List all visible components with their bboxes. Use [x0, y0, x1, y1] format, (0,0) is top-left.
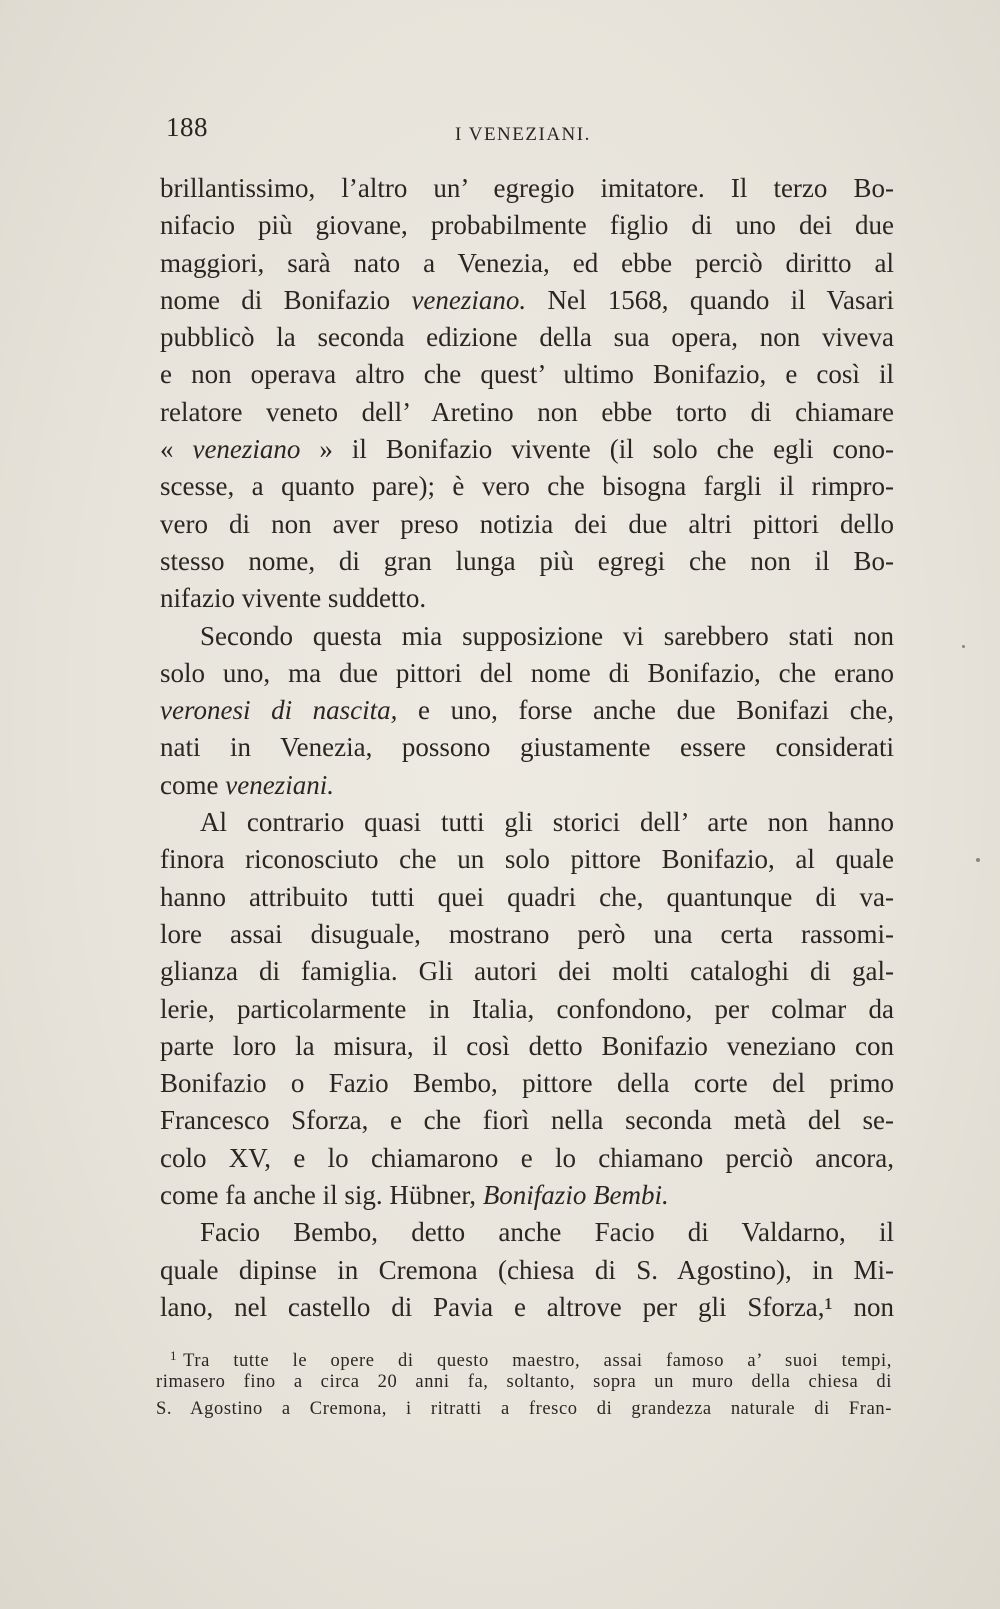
body-text [160, 170, 894, 1326]
text-line: vero di non aver preso notizia dei due altri pittori dello [160, 508, 894, 539]
footnote-line: $^1$ Tra tutte le opere di questo maestro, assai famoso a’ suoi tempi, [170, 1348, 892, 1371]
text-line: lano, nel castello di Pavia e altrove per gli Sforza,¹ non [160, 1291, 894, 1322]
text-line: relatore veneto dell’ Aretino non ebbe torto di chiamare [160, 396, 894, 427]
text-line: brillantissimo, l’altro un’ egregio imitatore. Il terzo Bo- [160, 173, 894, 203]
italic-term: veronesi di nascita, [160, 695, 398, 726]
text-line: « veneziano » il Bonifazio vivente (il solo che egli cono- [160, 434, 894, 465]
text-line: Facio Bembo, detto anche Facio di Valdarno, il [200, 1217, 894, 1248]
text-line: quale dipinse in Cremona (chiesa di S. Agostino), in Mi- [160, 1254, 894, 1285]
footnote-mark: 1 [170, 1348, 178, 1363]
paper-speck [962, 645, 965, 648]
page-header [166, 112, 896, 152]
text-line: colo XV, e lo chiamarono e lo chiamano perciò ancora, [160, 1142, 894, 1173]
italic-term: veneziano [192, 434, 301, 465]
text-line: nifacio più giovane, probabilmente figlio di uno dei due [160, 210, 894, 241]
text-line: Bonifazio o Fazio Bembo, pittore della corte del primo [160, 1068, 894, 1099]
text-line: pubblicò la seconda edizione della sua opera, non viveva [160, 322, 894, 353]
text-line: Francesco Sforza, e che fiorì nella seconda metà del se- [160, 1105, 894, 1136]
text-line: Al contrario quasi tutti gli storici dell’ arte non hanno [200, 807, 894, 838]
paper-speck [976, 858, 980, 862]
footnote-reference: ¹ [824, 1291, 833, 1322]
text-line: hanno attribuito tutti quei quadri che, quantunque di va- [160, 881, 894, 912]
text-line: solo uno, ma due pittori del nome di Bonifazio, che erano [160, 657, 894, 688]
footnotes [156, 1342, 892, 1423]
text-line: maggiori, sarà nato a Venezia, ed ebbe perciò diritto al [160, 247, 894, 278]
text-line: finora riconosciuto che un solo pittore Bonifazio, al quale [160, 844, 894, 875]
text-line: lore assai disuguale, mostrano però una certa rassomi- [160, 918, 894, 949]
text-line: nati in Venezia, possono giustamente essere considerati [160, 732, 894, 763]
text-line: nifazio vivente suddetto. [160, 583, 427, 614]
italic-term: Bonifazio Bembi. [482, 1180, 669, 1211]
text-line: glianza di famiglia. Gli autori dei molti cataloghi di gal- [160, 956, 894, 987]
text-line: Secondo questa mia supposizione vi sarebbero stati non [200, 620, 894, 651]
text-line: parte loro la misura, il così detto Bonifazio veneziano con [160, 1030, 894, 1061]
text-line: scesse, a quanto pare); è vero che bisogna fargli il rimpro- [160, 471, 894, 502]
running-title: I VENEZIANI. [455, 124, 591, 145]
text-line: stesso nome, di gran lunga più egregi che non il Bo- [160, 545, 894, 576]
text-line: nome di Bonifazio veneziano. Nel 1568, quando il Vasari [160, 284, 894, 315]
text-line: veronesi di nascita, e uno, forse anche due Bonifazi che, [160, 695, 894, 726]
italic-term: veneziano. [411, 284, 527, 315]
footnote-line: rimasero fino a circa 20 anni fa, soltanto, sopra un muro della chiesa di [156, 1372, 892, 1392]
italic-term: veneziani. [225, 769, 334, 800]
page-number: 188 [166, 112, 208, 142]
text-line: come veneziani. [160, 769, 334, 800]
text-line: lerie, particolarmente in Italia, confondono, per colmar da [160, 993, 894, 1024]
footnote-line: S. Agostino a Cremona, i ritratti a fresco di grandezza naturale di Fran- [156, 1399, 892, 1419]
text-line: e non operava altro che quest’ ultimo Bonifazio, e così il [160, 359, 894, 390]
text-line: come fa anche il sig. Hübner, Bonifazio Bembi. [160, 1180, 669, 1211]
